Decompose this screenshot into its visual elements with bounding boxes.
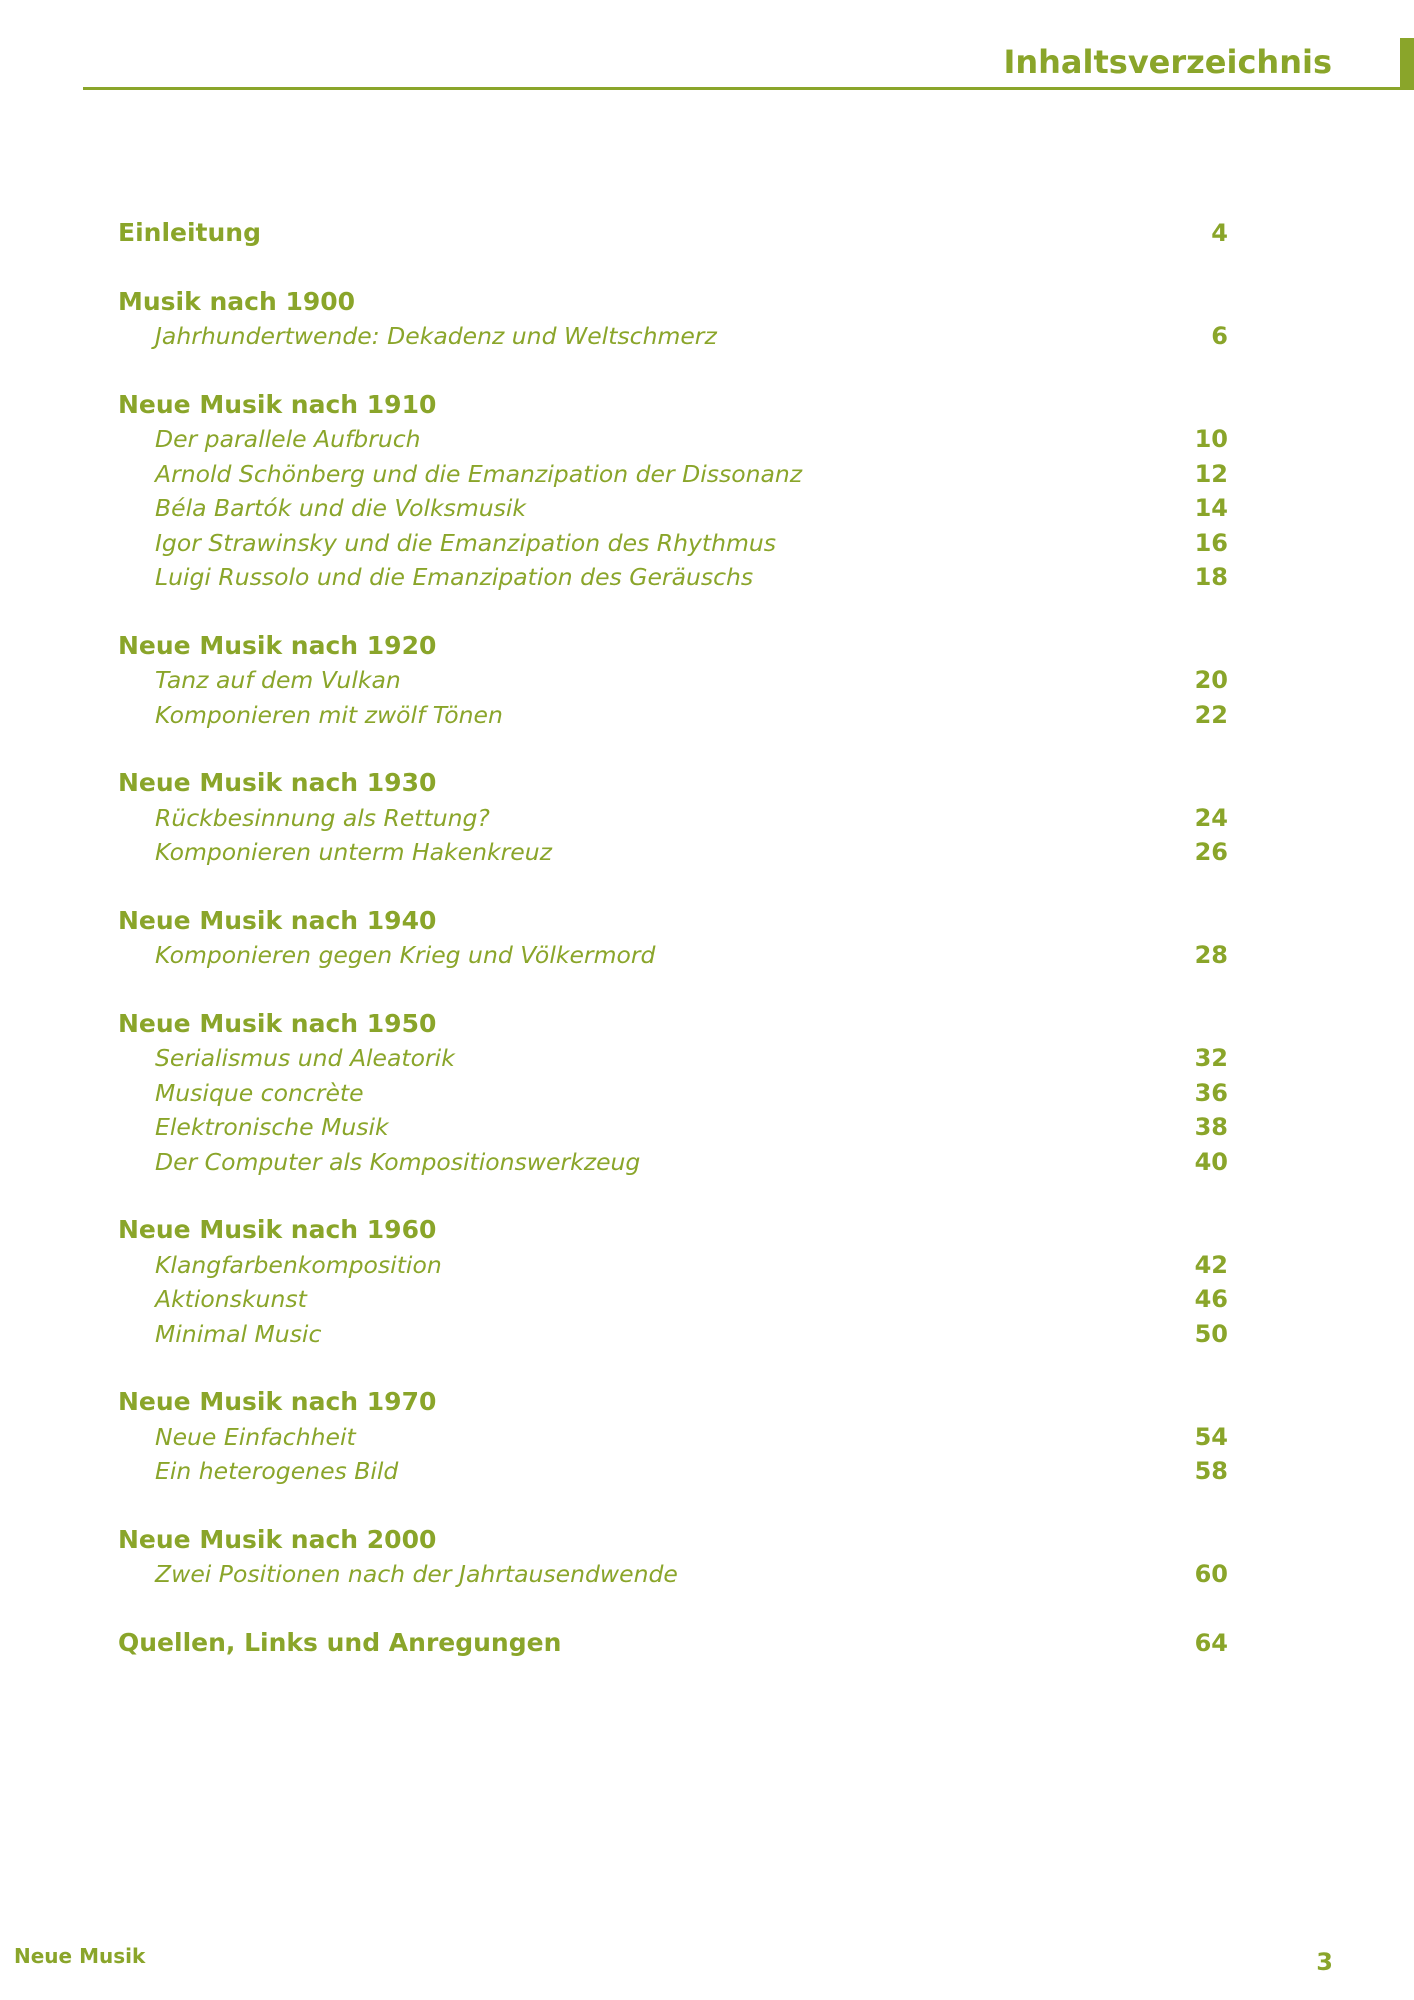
toc-entry-title: Igor Strawinsky und die Emanzipation des Rhythmus: [155, 528, 777, 557]
toc-entry-title: Komponieren unterm Hakenkreuz: [155, 838, 552, 866]
header-accent-bar: [1400, 38, 1414, 90]
toc-entry[interactable]: [118, 801, 1228, 836]
toc-page-number: 60: [1194, 1560, 1228, 1588]
toc-heading[interactable]: [118, 629, 1228, 664]
toc-entry[interactable]: [118, 1041, 1228, 1076]
toc-heading[interactable]: [118, 1523, 1228, 1558]
toc-entry[interactable]: [118, 560, 1228, 595]
toc-entry-title: Luigi Russolo und die Emanzipation des Geräuschs: [155, 563, 754, 591]
toc-heading-label: Neue Musik nach 1930: [118, 768, 437, 797]
toc-entry[interactable]: [118, 422, 1228, 457]
toc-entry-title: Serialismus und Aleatorik: [155, 1044, 455, 1072]
header-rule: [83, 87, 1414, 90]
toc-section: [118, 1007, 1228, 1180]
toc-heading[interactable]: [118, 1626, 1228, 1661]
page-title: Inhaltsverzeichnis: [1003, 43, 1332, 81]
toc-page-number: 64: [1194, 1628, 1228, 1657]
page-number: 3: [1316, 1948, 1333, 1976]
toc-entry-title: Musique concrète: [155, 1078, 364, 1107]
toc-entry[interactable]: [118, 1557, 1228, 1592]
toc-entry-title: Tanz auf dem Vulkan: [155, 666, 401, 694]
toc-entry-title: Aktionskunst: [155, 1285, 307, 1313]
toc-entry[interactable]: [118, 1282, 1228, 1317]
toc-entry[interactable]: [118, 319, 1228, 354]
toc-heading-label: Neue Musik nach 1950: [118, 1008, 437, 1038]
toc-page-number: 28: [1194, 941, 1228, 969]
toc-entry-title: Ein heterogenes Bild: [155, 1457, 399, 1485]
toc-section: [118, 216, 1228, 251]
toc-page-number: 6: [1211, 322, 1228, 350]
toc-entry-title: Komponieren gegen Krieg und Völkermord: [155, 941, 656, 969]
footer-title: Neue Musik: [14, 1944, 146, 1968]
toc-page-number: 4: [1211, 219, 1228, 247]
toc-section: [118, 285, 1228, 354]
toc-section: [118, 1213, 1228, 1351]
toc-heading[interactable]: [118, 285, 1228, 320]
table-of-contents: [118, 216, 1228, 1694]
toc-heading-label: Neue Musik nach 1910: [118, 389, 437, 419]
toc-heading[interactable]: [118, 388, 1228, 423]
toc-entry[interactable]: [118, 1454, 1228, 1489]
toc-entry[interactable]: [118, 663, 1228, 698]
toc-page-number: 54: [1194, 1422, 1228, 1451]
toc-entry-title: Neue Einfachheit: [155, 1422, 356, 1451]
toc-page-number: 32: [1194, 1044, 1228, 1072]
toc-heading-label: Neue Musik nach 1970: [118, 1387, 437, 1416]
toc-page-number: 50: [1194, 1319, 1228, 1348]
toc-heading-label: Musik nach 1900: [118, 286, 356, 316]
toc-page-number: 42: [1194, 1250, 1228, 1279]
toc-page-number: 58: [1194, 1457, 1228, 1485]
toc-heading-label: Neue Musik nach 1960: [118, 1215, 437, 1244]
toc-entry-title: Zwei Positionen nach der Jahrtausendwende: [155, 1560, 678, 1588]
toc-entry[interactable]: [118, 491, 1228, 526]
toc-heading[interactable]: [118, 1007, 1228, 1042]
toc-entry-title: Rückbesinnung als Rettung?: [155, 803, 490, 832]
toc-entry-title: Minimal Music: [155, 1319, 322, 1348]
toc-entry[interactable]: [118, 835, 1228, 870]
toc-heading[interactable]: [118, 766, 1228, 801]
toc-entry-title: Elektronische Musik: [155, 1113, 389, 1141]
toc-entry[interactable]: [118, 1420, 1228, 1455]
toc-section: [118, 904, 1228, 973]
toc-entry[interactable]: [118, 457, 1228, 492]
toc-page-number: 14: [1194, 494, 1228, 522]
toc-page-number: 38: [1194, 1113, 1228, 1141]
toc-entry[interactable]: [118, 1248, 1228, 1283]
toc-heading[interactable]: [118, 1213, 1228, 1248]
toc-entry[interactable]: [118, 1317, 1228, 1352]
toc-heading-label: Neue Musik nach 1920: [118, 630, 437, 660]
toc-page-number: 46: [1194, 1285, 1228, 1313]
toc-section: [118, 629, 1228, 733]
toc-entry-title: Der Computer als Kompositionswerkzeug: [155, 1147, 641, 1176]
toc-entry-title: Jahrhundertwende: Dekadenz und Weltschmerz: [155, 322, 717, 350]
toc-entry[interactable]: [118, 698, 1228, 733]
toc-page-number: 24: [1194, 803, 1228, 832]
toc-page-number: 16: [1194, 528, 1228, 557]
toc-entry[interactable]: [118, 938, 1228, 973]
toc-entry-title: Béla Bartók und die Volksmusik: [155, 494, 527, 522]
toc-heading[interactable]: [118, 904, 1228, 939]
toc-heading[interactable]: [118, 1385, 1228, 1420]
toc-section: [118, 1626, 1228, 1661]
toc-section: [118, 1523, 1228, 1592]
toc-page-number: 26: [1194, 838, 1228, 866]
toc-entry-title: Komponieren mit zwölf Tönen: [155, 700, 503, 729]
toc-entry[interactable]: [118, 1110, 1228, 1145]
toc-entry-title: Klangfarbenkomposition: [155, 1250, 442, 1279]
toc-page-number: 22: [1194, 700, 1228, 729]
toc-entry[interactable]: [118, 1145, 1228, 1180]
toc-entry[interactable]: [118, 526, 1228, 561]
toc-section: [118, 1385, 1228, 1489]
toc-section: [118, 766, 1228, 870]
toc-heading[interactable]: [118, 216, 1228, 251]
toc-heading-label: Neue Musik nach 1940: [118, 905, 437, 935]
toc-entry[interactable]: [118, 1076, 1228, 1111]
toc-page-number: 10: [1194, 425, 1228, 453]
toc-heading-label: Quellen, Links und Anregungen: [118, 1627, 562, 1657]
toc-heading-label: Neue Musik nach 2000: [118, 1524, 437, 1554]
toc-entry-title: Der parallele Aufbruch: [155, 425, 421, 453]
toc-entry-title: Arnold Schönberg und die Emanzipation der Dissonanz: [155, 459, 803, 488]
toc-page-number: 12: [1194, 459, 1228, 488]
toc-page-number: 20: [1194, 666, 1228, 694]
toc-page-number: 18: [1194, 563, 1228, 591]
toc-heading-label: Einleitung: [118, 218, 261, 247]
toc-page-number: 40: [1194, 1147, 1228, 1176]
toc-page-number: 36: [1194, 1078, 1228, 1107]
toc-section: [118, 388, 1228, 595]
